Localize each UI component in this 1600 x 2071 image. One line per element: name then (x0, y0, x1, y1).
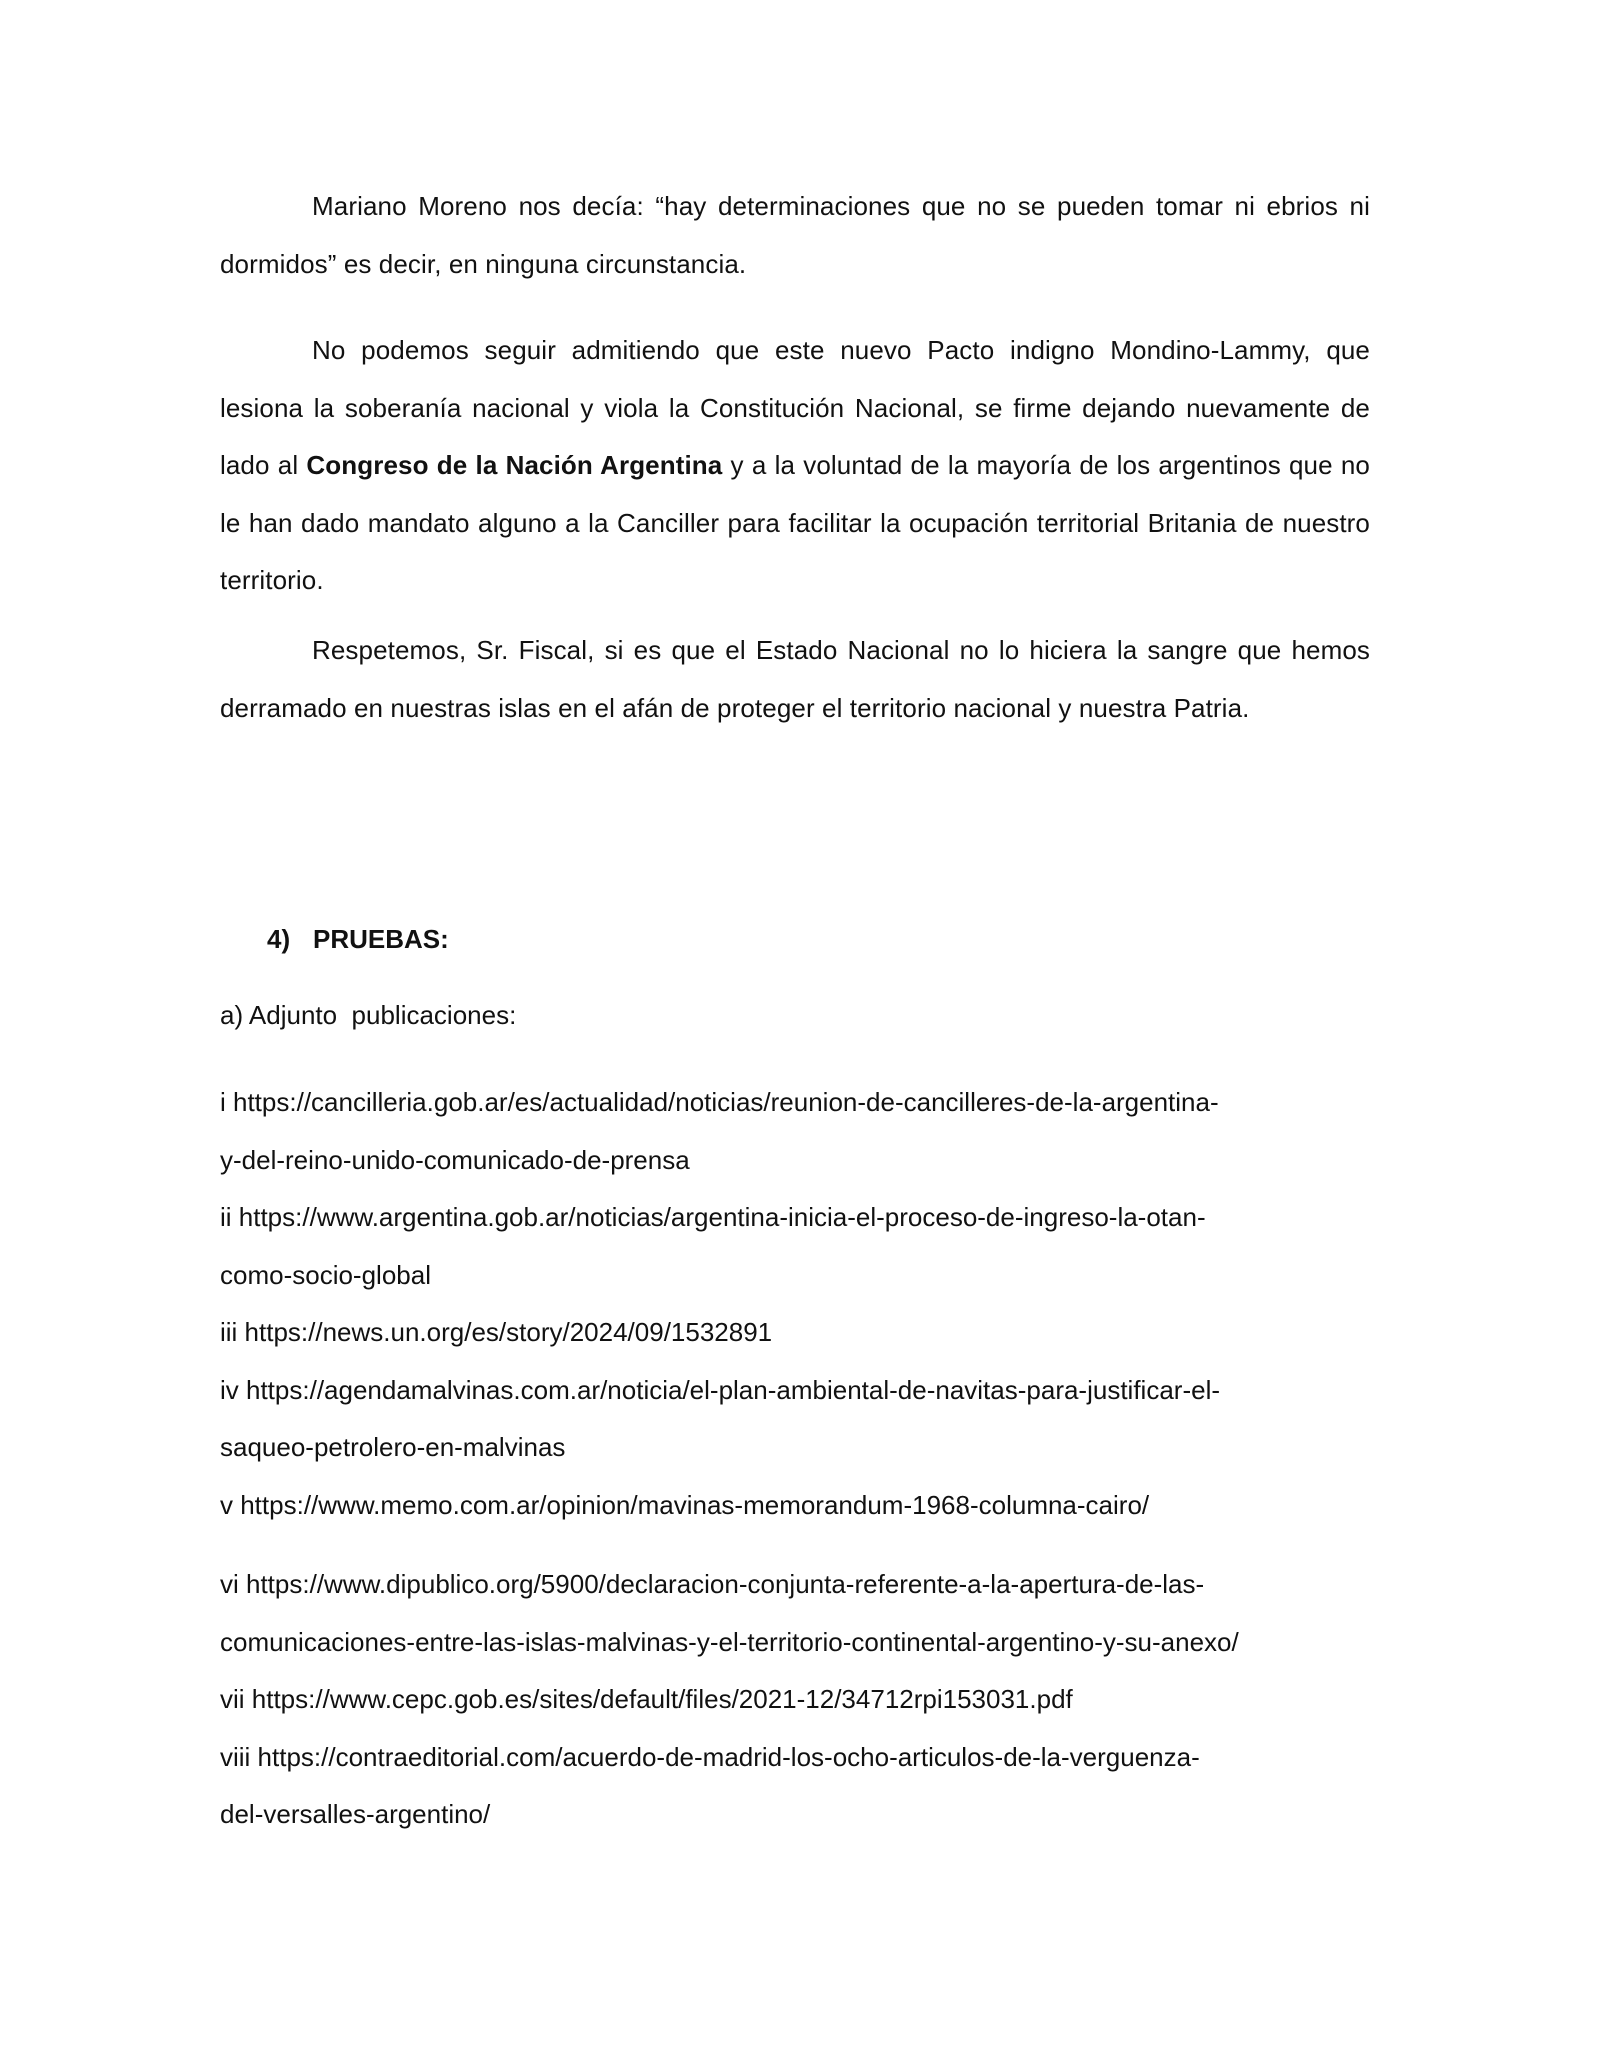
bold-congreso: Congreso de la Nación Argentina (306, 450, 723, 480)
reference-item-vi (220, 1556, 1400, 1671)
reference-link[interactable]: v https://www.memo.com.ar/opinion/mavinas-memorandum-1968-columna-cairo/ (220, 1489, 1150, 1520)
reference-item-iii (220, 1304, 1400, 1362)
reference-item-iv (220, 1362, 1400, 1477)
reference-link[interactable]: ii https://www.argentina.gob.ar/noticias/argentina-inicia-el-proceso-de-ingreso-la-otan- como-socio-global (220, 1202, 1206, 1290)
paragraph-text-before: No podemos seguir admitiendo que este nuevo Pacto indigno Mondino-Lammy, que lesiona la soberanía nacional y viola la Constitución Nacional, se firme dejando nuevamente de lado al (220, 335, 1370, 480)
paragraph-pacto (220, 322, 1370, 610)
reference-item-viii (220, 1729, 1400, 1844)
reference-link[interactable]: iv https://agendamalvinas.com.ar/noticia/el-plan-ambiental-de-navitas-para-justificar-el- saqueo-petrolero-en-malvinas (220, 1374, 1220, 1462)
reference-link[interactable]: iii https://news.un.org/es/story/2024/09/1532891 (220, 1317, 773, 1347)
section-number: 4) (267, 924, 291, 954)
paragraph-text-after: y a la voluntad de la mayoría de los argentinos que no le han dado mandato alguno a la Canciller para facilitar la ocupación territorial Britania de nuestro territorio. (220, 450, 1370, 595)
section-heading-pruebas (267, 919, 449, 959)
reference-list-continued (220, 1556, 1400, 1844)
section-title: PRUEBAS: (313, 924, 449, 954)
subsection-label: a) Adjunto publicaciones: (220, 1000, 517, 1030)
paragraph-text: Mariano Moreno nos decía: “hay determinaciones que no se pueden tomar ni ebrios ni dormidos” es decir, en ninguna circunstancia. (220, 191, 1370, 279)
paragraph-respetemos (220, 622, 1370, 737)
reference-item-ii (220, 1189, 1400, 1304)
reference-item-i (220, 1074, 1400, 1189)
reference-link[interactable]: vii https://www.cepc.gob.es/sites/default/files/2021-12/34712rpi153031.pdf (220, 1684, 1073, 1714)
paragraph-text: Respetemos, Sr. Fiscal, si es que el Estado Nacional no lo hiciera la sangre que hemos derramado en nuestras islas en el afán de proteger el territorio nacional y nuestra Patria. (220, 635, 1370, 723)
reference-list (220, 1074, 1400, 1534)
paragraph-moreno-quote (220, 178, 1370, 293)
reference-link[interactable]: i https://cancilleria.gob.ar/es/actualidad/noticias/reunion-de-cancilleres-de-la-argentina- y-del-reino-unido-comunicado-de-prensa (220, 1087, 1219, 1175)
reference-link[interactable]: viii https://contraeditorial.com/acuerdo-de-madrid-los-ocho-articulos-de-la-verguenza- del-versalles-argentino/ (220, 1741, 1200, 1829)
reference-link[interactable]: vi https://www.dipublico.org/5900/declaracion-conjunta-referente-a-la-apertura-de-las- comunicaciones-entre-las-islas-malvinas-y-el-territorio-continental-argentino-y-su-anexo/ (220, 1569, 1239, 1657)
reference-item-v (220, 1477, 1400, 1535)
reference-item-vii (220, 1671, 1400, 1729)
